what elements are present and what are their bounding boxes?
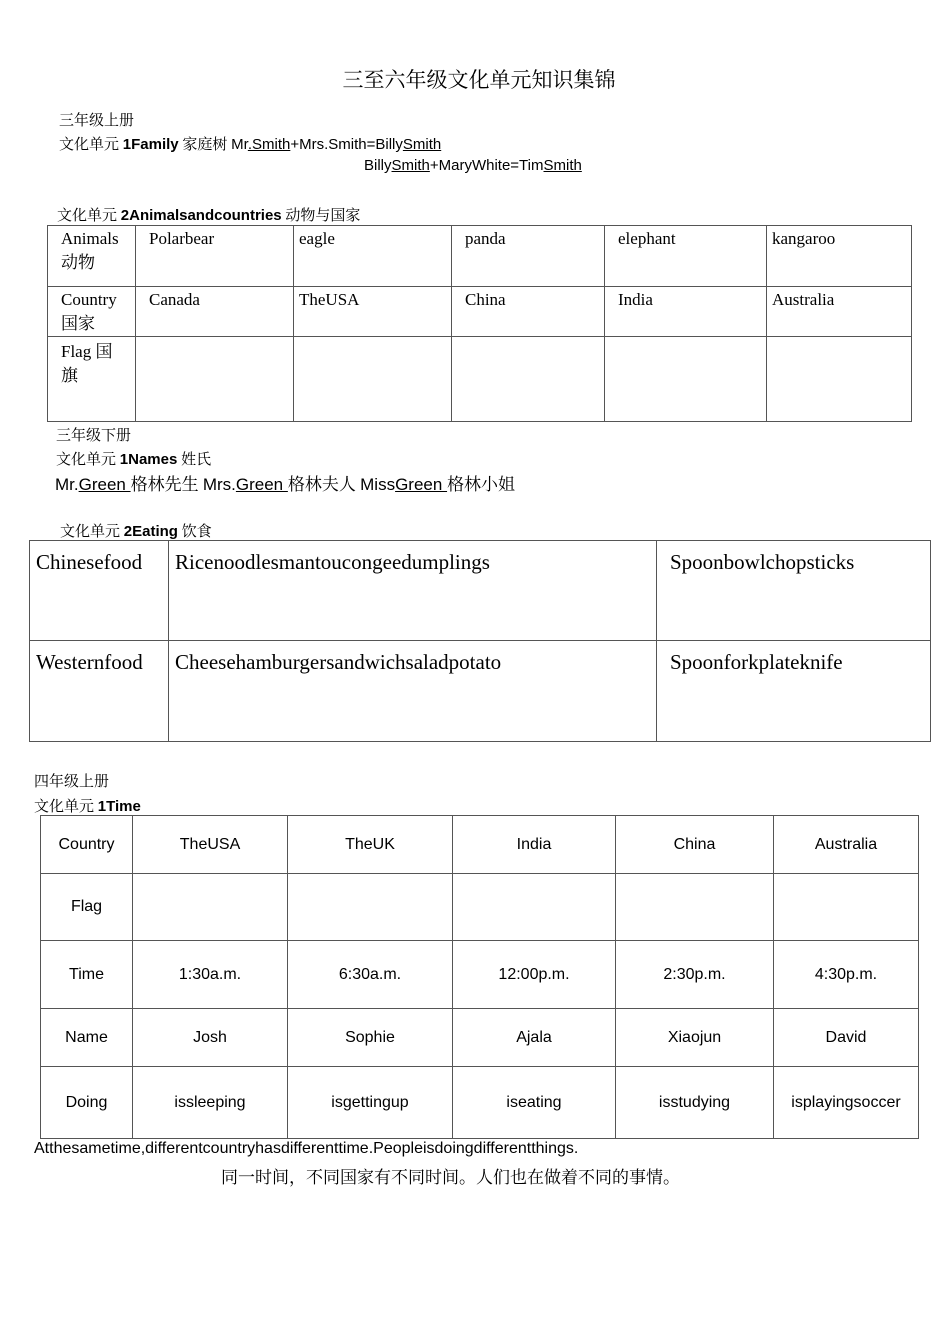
table-row [30, 541, 931, 641]
table-row [41, 1067, 919, 1139]
table-cell: isgettingup [288, 1067, 453, 1139]
food-type: Chinesefood [30, 541, 169, 641]
table-cell: Australia [767, 287, 912, 337]
table-cell: TheUK [288, 816, 453, 874]
table-cell: eagle [294, 226, 452, 287]
table-cell: Sophie [288, 1009, 453, 1067]
table-row [41, 1009, 919, 1067]
unit-label: 文化单元 [59, 137, 123, 153]
row-head: Country 国家 [48, 287, 136, 337]
page-title: 三至六年级文化单元知识集锦 [342, 68, 616, 92]
row-head: Flag 国旗 [48, 337, 136, 422]
table-cell: India [605, 287, 767, 337]
table-row [41, 816, 919, 874]
eating-table [29, 540, 931, 742]
row-head: Name [41, 1009, 133, 1067]
grade3-down-heading: 三年级下册 [56, 428, 132, 444]
family-eq2: BillySmith+MaryWhite=TimSmith [364, 157, 582, 174]
table-cell: panda [452, 226, 605, 287]
table-cell: kangaroo [767, 226, 912, 287]
table-row [41, 874, 919, 941]
table-cell: Xiaojun [616, 1009, 774, 1067]
table-cell: India [453, 816, 616, 874]
table-cell: Canada [136, 287, 294, 337]
table-cell: iseating [453, 1067, 616, 1139]
table-row [48, 226, 912, 287]
animals-countries-table [47, 225, 912, 422]
summary-chinese: 同一时间，不同国家有不同时间。人们也在做着不同的事情。 [221, 1168, 680, 1187]
flag-cell [616, 874, 774, 941]
unit-eating-line: 文化单元 2Eating 饮食 [60, 523, 212, 540]
tableware-list: Spoonforkplateknife [657, 641, 931, 742]
family-eq1: Mr.Smith+Mrs.Smith=BillySmith [231, 136, 442, 153]
flag-cell [452, 337, 605, 422]
table-cell: TheUSA [294, 287, 452, 337]
unit-names-line: 文化单元 1Names 姓氏 [56, 451, 212, 468]
flag-cell [288, 874, 453, 941]
table-cell: 1:30a.m. [133, 941, 288, 1009]
flag-cell [767, 337, 912, 422]
row-head: Flag [41, 874, 133, 941]
food-type: Westernfood [30, 641, 169, 742]
unit-family-line [59, 133, 441, 154]
row-head: Animals 动物 [48, 226, 136, 287]
table-row [48, 287, 912, 337]
food-list: Ricenoodlesmantoucongeedumplings [169, 541, 657, 641]
table-cell: China [616, 816, 774, 874]
flag-cell [294, 337, 452, 422]
row-head: Time [41, 941, 133, 1009]
flag-cell [133, 874, 288, 941]
table-cell: David [774, 1009, 919, 1067]
table-cell: isplayingsoccer [774, 1067, 919, 1139]
grade3-up-heading: 三年级上册 [59, 113, 135, 129]
table-cell: China [452, 287, 605, 337]
table-cell: Josh [133, 1009, 288, 1067]
table-cell: Australia [774, 816, 919, 874]
summary-english: Atthesametime,differentcountryhasdifferenttime.Peopleisdoingdifferentthings. [34, 1140, 579, 1157]
table-cell: 2:30p.m. [616, 941, 774, 1009]
food-list: Cheesehamburgersandwichsaladpotato [169, 641, 657, 742]
time-table [40, 815, 919, 1139]
table-row [30, 641, 931, 742]
table-row [48, 337, 912, 422]
unit-animals-line: 文化单元 2Animalsandcountries 动物与国家 [57, 207, 361, 224]
row-head: Country [41, 816, 133, 874]
flag-cell [453, 874, 616, 941]
tableware-list: Spoonbowlchopsticks [657, 541, 931, 641]
flag-cell [605, 337, 767, 422]
row-head: Doing [41, 1067, 133, 1139]
unit-time-line: 文化单元 1Time [34, 798, 141, 815]
table-cell: TheUSA [133, 816, 288, 874]
unit-title: 1Family [122, 136, 179, 153]
grade4-up-heading: 四年级上册 [34, 774, 110, 790]
table-cell: 12:00p.m. [453, 941, 616, 1009]
table-row [41, 941, 919, 1009]
table-cell: issleeping [133, 1067, 288, 1139]
table-cell: Polarbear [136, 226, 294, 287]
flag-cell [774, 874, 919, 941]
unit-label-cn: 家庭树 [178, 137, 232, 153]
table-cell: Ajala [453, 1009, 616, 1067]
table-cell: elephant [605, 226, 767, 287]
flag-cell [136, 337, 294, 422]
table-cell: isstudying [616, 1067, 774, 1139]
table-cell: 6:30a.m. [288, 941, 453, 1009]
table-cell: 4:30p.m. [774, 941, 919, 1009]
names-line: Mr.Green 格林先生 Mrs.Green 格林夫人 MissGreen 格林小姐 [55, 475, 516, 494]
